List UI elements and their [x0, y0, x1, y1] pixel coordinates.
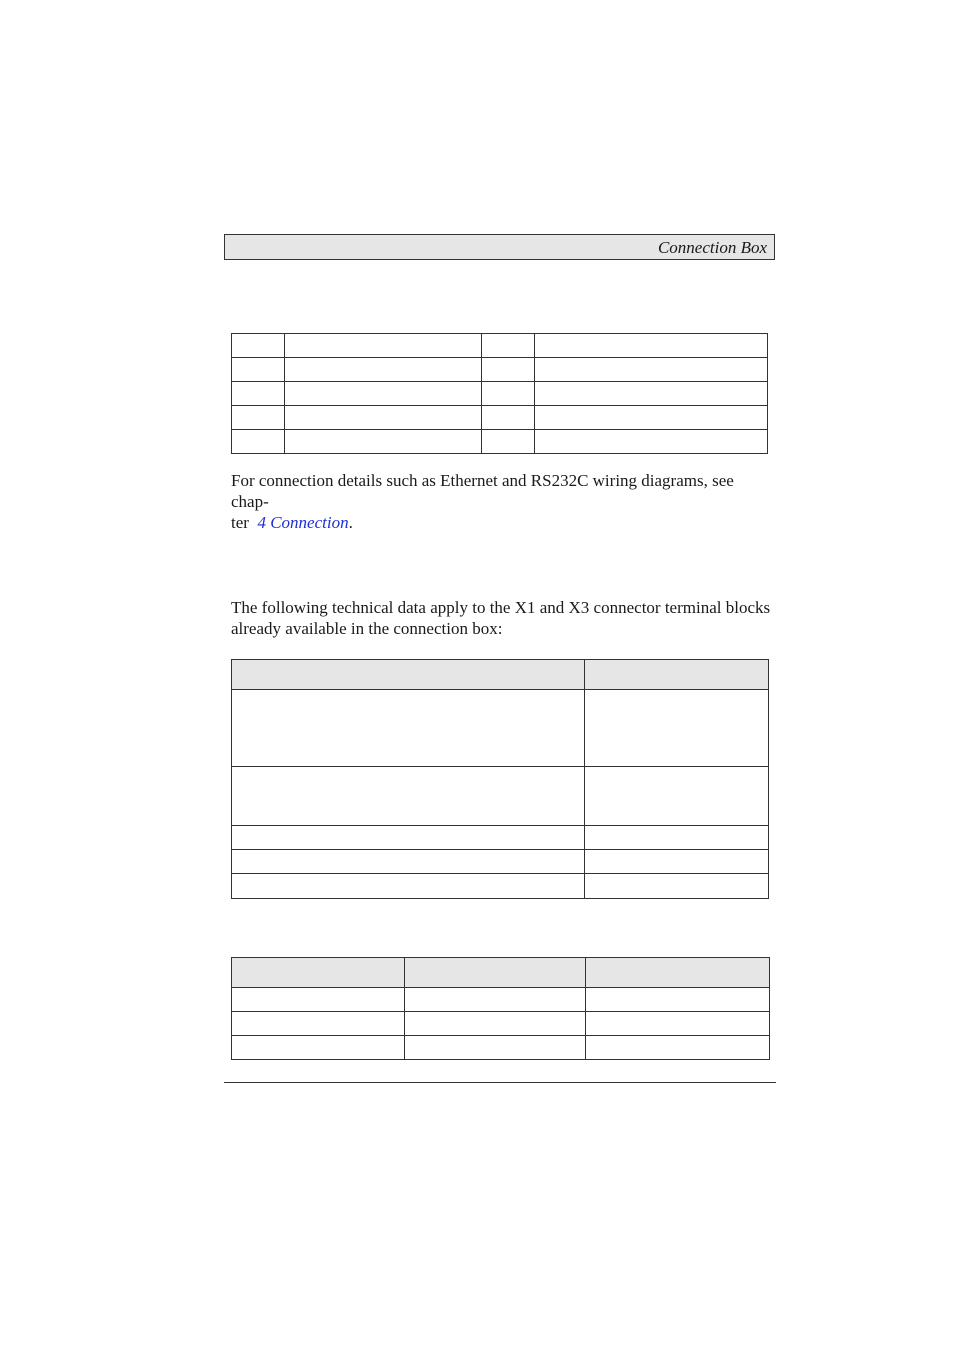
chapter-4-connection-link[interactable]: 4 Connection	[257, 513, 349, 532]
table-header-cell	[232, 958, 405, 988]
table-cell	[232, 850, 585, 874]
table-cell	[535, 334, 768, 358]
table-cell	[482, 358, 535, 382]
table-row	[232, 430, 768, 454]
table-header-cell	[405, 958, 586, 988]
table-cell	[586, 988, 770, 1012]
page-header-bar	[224, 234, 775, 260]
table-cell	[232, 334, 285, 358]
table-cell	[232, 1012, 405, 1036]
connection-details-text-line2: ter	[231, 513, 258, 532]
table-row	[232, 1036, 770, 1060]
table-cell	[285, 334, 482, 358]
table-cell	[232, 690, 585, 767]
table-cell	[585, 850, 769, 874]
table-cell	[586, 1036, 770, 1060]
table-row	[232, 382, 768, 406]
table-header-cell	[232, 660, 585, 690]
table-row	[232, 850, 769, 874]
table-cell	[586, 1012, 770, 1036]
table-cell	[285, 406, 482, 430]
table-cell	[405, 1012, 586, 1036]
table-cell	[232, 874, 585, 899]
connection-details-text: For connection details such as Ethernet and RS232C wiring diagrams, see chap-	[231, 471, 734, 511]
table-header-cell	[586, 958, 770, 988]
table-row	[232, 334, 768, 358]
table-cell	[535, 406, 768, 430]
table-cell	[232, 988, 405, 1012]
table-cell	[232, 826, 585, 850]
connection-details-paragraph	[231, 470, 771, 533]
table-cell	[232, 1036, 405, 1060]
table-cell	[585, 690, 769, 767]
table-cell	[535, 358, 768, 382]
table-header-cell	[585, 660, 769, 690]
table-row	[232, 406, 768, 430]
table-cell	[232, 430, 285, 454]
table-cell	[482, 430, 535, 454]
table-cell	[285, 382, 482, 406]
footer-rule	[224, 1082, 776, 1083]
table-cell	[405, 988, 586, 1012]
table-cell	[482, 406, 535, 430]
table-cell	[535, 382, 768, 406]
table-row	[232, 690, 769, 767]
table-row	[232, 1012, 770, 1036]
table-row	[232, 358, 768, 382]
connection-details-period: .	[348, 513, 353, 532]
terminal-block-data-table	[231, 659, 769, 899]
table-cell	[232, 767, 585, 826]
table-header-row	[232, 660, 769, 690]
table-cell	[585, 767, 769, 826]
wire-data-table	[231, 957, 770, 1060]
table-cell	[405, 1036, 586, 1060]
table-row	[232, 826, 769, 850]
table-cell	[482, 382, 535, 406]
table-cell	[232, 382, 285, 406]
table-cell	[285, 358, 482, 382]
table-cell	[482, 334, 535, 358]
table-cell	[535, 430, 768, 454]
table-cell	[232, 406, 285, 430]
table-row	[232, 988, 770, 1012]
page-header-title: Connection Box	[657, 238, 767, 257]
table-cell	[285, 430, 482, 454]
table-row	[232, 874, 769, 899]
pin-assignment-table	[231, 333, 768, 454]
table-cell	[585, 874, 769, 899]
table-row	[232, 767, 769, 826]
table-header-row	[232, 958, 770, 988]
table-cell	[232, 358, 285, 382]
technical-data-paragraph: The following technical data apply to the X1 and X3 connector terminal blocks already available in the connection box:	[231, 598, 771, 638]
table-cell	[585, 826, 769, 850]
